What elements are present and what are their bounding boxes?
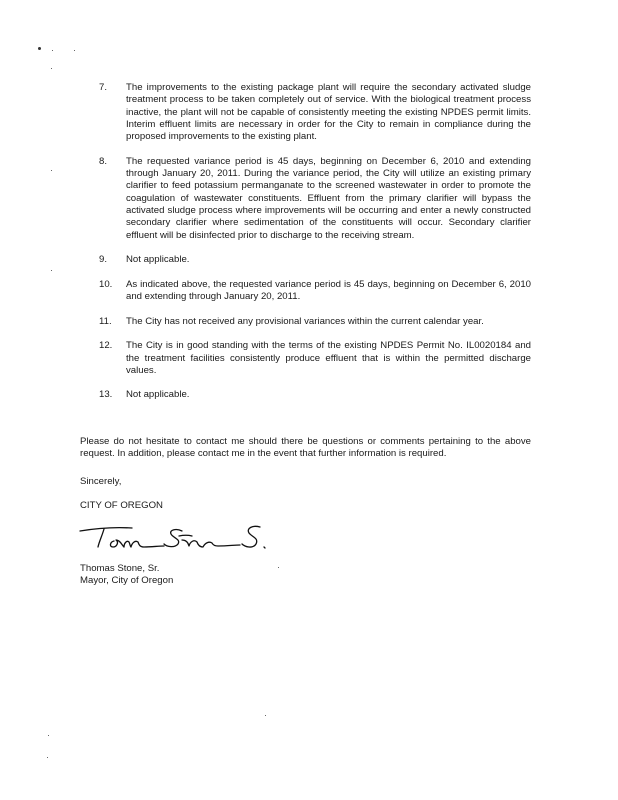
scan-speck: [74, 50, 75, 51]
scan-speck: [51, 270, 52, 271]
item-number: 8.: [99, 155, 108, 167]
item-number: 7.: [99, 82, 108, 93]
scan-speck: [51, 170, 52, 171]
item-number: 9.: [99, 254, 108, 266]
salutation: Sincerely,: [80, 476, 122, 487]
item-9: [99, 254, 531, 266]
item-7: [99, 82, 531, 143]
item-text: Not applicable.: [126, 254, 190, 266]
item-text: Not applicable.: [126, 389, 190, 401]
organization-name: CITY OF OREGON: [80, 500, 163, 511]
item-text: The City has not received any provisional variances within the current calendar year.: [126, 315, 484, 327]
item-number: 10.: [99, 278, 113, 290]
closing-paragraph: Please do not hesitate to contact me should there be questions or comments pertaining to the above request. In addition, please contact me in the event that further information is required.: [80, 436, 531, 460]
item-10: [99, 279, 531, 304]
signer-name: Thomas Stone, Sr.: [80, 563, 160, 574]
item-12: [99, 340, 531, 377]
item-text: The City is in good standing with the terms of the existing NPDES Permit No. IL0020184 and the treatment facilities consistently produce effluent that is within the permitted discharge values.: [126, 340, 531, 376]
scan-speck: [278, 567, 279, 568]
item-8: [99, 156, 531, 242]
item-13: [99, 389, 531, 401]
scan-speck: [48, 735, 49, 736]
item-number: 11.: [99, 315, 112, 327]
handwritten-signature: [78, 518, 268, 556]
scan-speck: [47, 757, 48, 758]
scan-speck: [52, 50, 53, 51]
item-text: The requested variance period is 45 days, beginning on December 6, 2010 and extending through January 20, 2011. During the variance period, the City will utilize an existing primary clarifier to feed potassium permanganate to the screened wastewater in order to promote the coagulation of wastewater constituents. Effluent from the primary clarifier will bypass the activated sludge process where improvements will be occurring and enter a newly constructed secondary clarifier where sedimentation of the constituents will occur. Secondary clarifier effluent will be disinfected prior to discharge to the receiving stream.: [126, 155, 531, 241]
scan-speck: [265, 715, 266, 716]
item-number: 12.: [99, 340, 113, 352]
item-text: The improvements to the existing package plant will require the secondary activated sludge treatment process to be taken completely out of service. With the biological treatment process inactive, the plant will not be capable of consistently meeting the existing NPDES permit limits. Interim effluent limits are necessary in order for the City to remain in compliance during the proposed improvements to the existing plant.: [126, 82, 531, 143]
item-number: 13.: [99, 389, 113, 401]
signer-title: Mayor, City of Oregon: [80, 575, 174, 586]
scan-speck: [51, 68, 52, 69]
numbered-items: [99, 82, 531, 414]
scan-speck: [38, 47, 41, 50]
item-text: As indicated above, the requested variance period is 45 days, beginning on December 6, 2010 and extending through January 20, 2011.: [126, 278, 531, 303]
item-11: [99, 316, 531, 328]
